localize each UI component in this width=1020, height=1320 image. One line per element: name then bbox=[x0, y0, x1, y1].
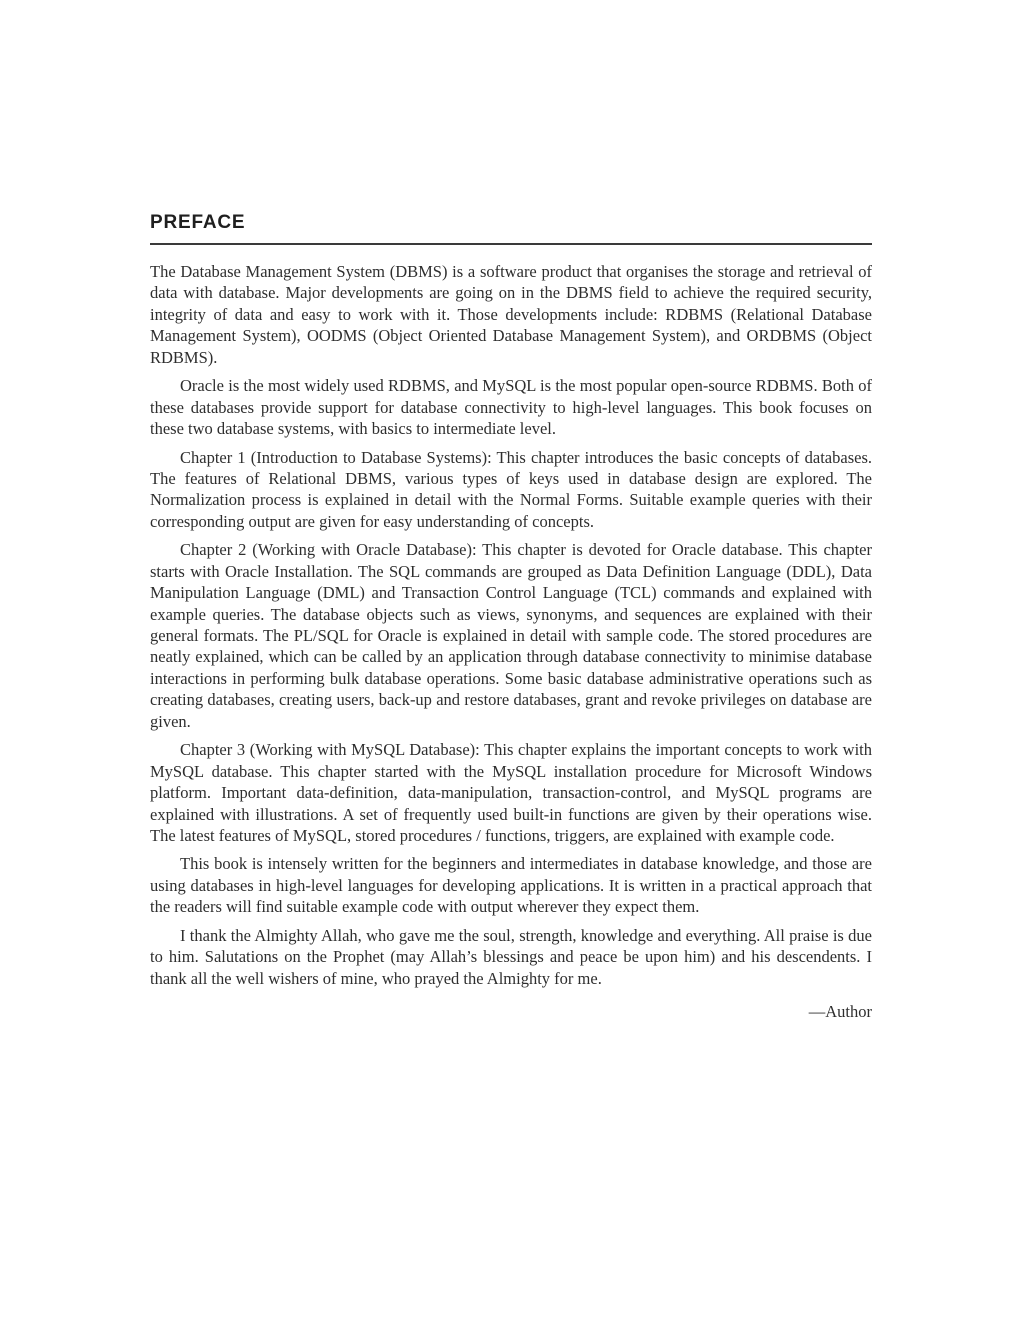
paragraph-chapter-2: Chapter 2 (Working with Oracle Database): This chapter is devoted for Oracle database. This chapter starts with Oracle Installation. The SQL commands are grouped as Data Definition Language (DDL), Data Manipulation Language (DML) and Transaction Control Language (TCL) commands and explained with example queries. The database objects such as views, synonyms, and sequences are explained with their general formats. The PL/SQL for Oracle is explained in detail with sample code. The stored procedures are neatly explained, which can be called by an application through database connectivity to minimise database interactions in performing bulk database operations. Some basic database administrative operations such as creating databases, creating users, back-up and restore databases, grant and revoke privileges on database are given. bbox=[150, 540, 872, 731]
heading-rule bbox=[150, 243, 872, 245]
author-signature: —Author bbox=[808, 1002, 872, 1021]
page-title: PREFACE bbox=[150, 212, 246, 233]
paragraph-acknowledgement: I thank the Almighty Allah, who gave me the soul, strength, knowledge and everything. All praise is due to him. Salutations on the Prophet (may Allah’s blessings and peace be upon him) and his descendents. I thank all the well wishers of mine, who prayed the Almighty for me. bbox=[150, 925, 872, 988]
paragraph-intro: The Database Management System (DBMS) is a software product that organises the storage and retrieval of data with database. Major developments are going on in the DBMS field to achieve the required security, integrity of data and easy to work with it. Those developments include: RDBMS (Relational Database Management System), OODMS (Object Oriented Database Management System), and ORDBMS (Object RDBMS). bbox=[150, 262, 872, 367]
paragraph-oracle-mysql: Oracle is the most widely used RDBMS, and MySQL is the most popular open-source RDBMS. Both of these databases provide support for database connectivity to high-level languages. This book focuses on these two database systems, with basics to intermediate level. bbox=[150, 376, 872, 439]
paragraph-chapter-3: Chapter 3 (Working with MySQL Database): This chapter explains the important concepts to work with MySQL database. This chapter started with the MySQL installation procedure for Microsoft Windows platform. Important data-definition, data-manipulation, transaction-control, and MySQL programs are explained with illustrations. A set of frequently used built-in functions are given by their operations wise. The latest features of MySQL, stored procedures / functions, triggers, are explained with example code. bbox=[150, 740, 872, 845]
paragraph-audience: This book is intensely written for the beginners and intermediates in database knowledge, and those are using databases in high-level languages for developing applications. It is written in a practical approach that the readers will find suitable example code with output wherever they expect them. bbox=[150, 854, 872, 917]
paragraph-chapter-1: Chapter 1 (Introduction to Database Systems): This chapter introduces the basic concepts of databases. The features of Relational DBMS, various types of keys used in database design are explored. The Normalization process is explained in detail with the Normal Forms. Suitable example queries with their corresponding output are given for easy understanding of concepts. bbox=[150, 447, 872, 531]
preface-page bbox=[150, 212, 872, 1039]
